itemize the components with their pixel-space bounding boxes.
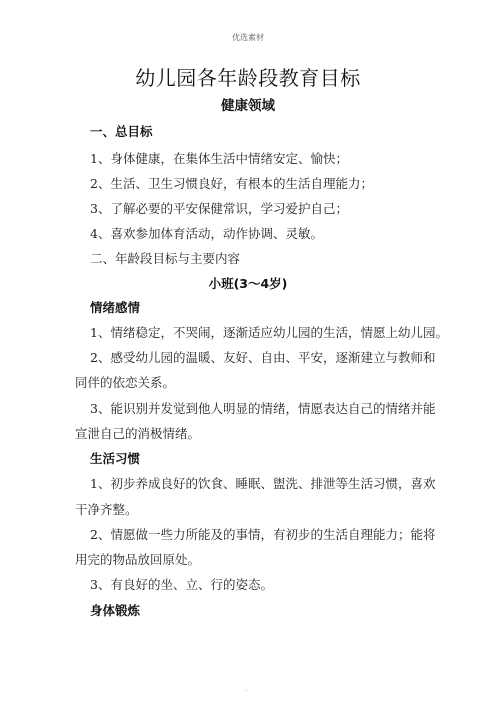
emotion-item-3-line1: 3、能识别并发觉到他人明显的情绪，情愿表达自己的情绪并能 [90,401,436,416]
exercise-heading: 身体锻炼 [90,603,141,618]
general-goal-3: 3、了解必要的平安保健常识，学习爱护自己； [90,201,348,216]
emotion-heading: 情绪感情 [90,300,141,315]
emotion-item-3-line2: 宣泄自己的消极情绪。 [75,426,201,441]
emotion-item-2-line2: 同伴的依恋关系。 [75,375,176,390]
general-goal-2: 2、生活、卫生习惯良好，有根本的生活自理能力； [90,176,373,191]
footer-dot [246,690,247,691]
header-watermark: 优选素材 [232,33,264,42]
age-section-heading: 二、年龄段目标与主要内容 [90,251,241,266]
emotion-item-1: 1、情绪稳定，不哭闹，逐渐适应幼儿园的生活，情愿上幼儿园。 [90,325,448,340]
general-goals-heading: 一、总目标 [90,124,153,139]
habits-item-3: 3、有良好的坐、立、行的姿态。 [90,577,273,592]
habits-item-1-line2: 干净齐整。 [75,502,138,517]
emotion-item-2-line1: 2、感受幼儿园的温暖、友好、自由、平安，逐渐建立与教师和 [90,350,436,365]
habits-heading: 生活习惯 [90,451,141,466]
general-goal-4: 4、喜欢参加体育活动，动作协调、灵敏。 [90,226,323,241]
small-class-title: 小班(3～4岁) [208,276,288,291]
general-goal-1: 1、身体健康，在集体生活中情绪安定、愉快； [90,151,348,166]
habits-item-2-line1: 2、情愿做一些力所能及的事情，有初步的生活自理能力；能将 [90,527,436,542]
habits-item-2-line2: 用完的物品放回原处。 [75,552,201,567]
document-title: 幼儿园各年龄段教育目标 [135,66,361,90]
section-title: 健康领域 [221,98,275,114]
habits-item-1-line1: 1、初步养成良好的饮食、睡眠、盥洗、排泄等生活习惯，喜欢 [90,476,436,491]
